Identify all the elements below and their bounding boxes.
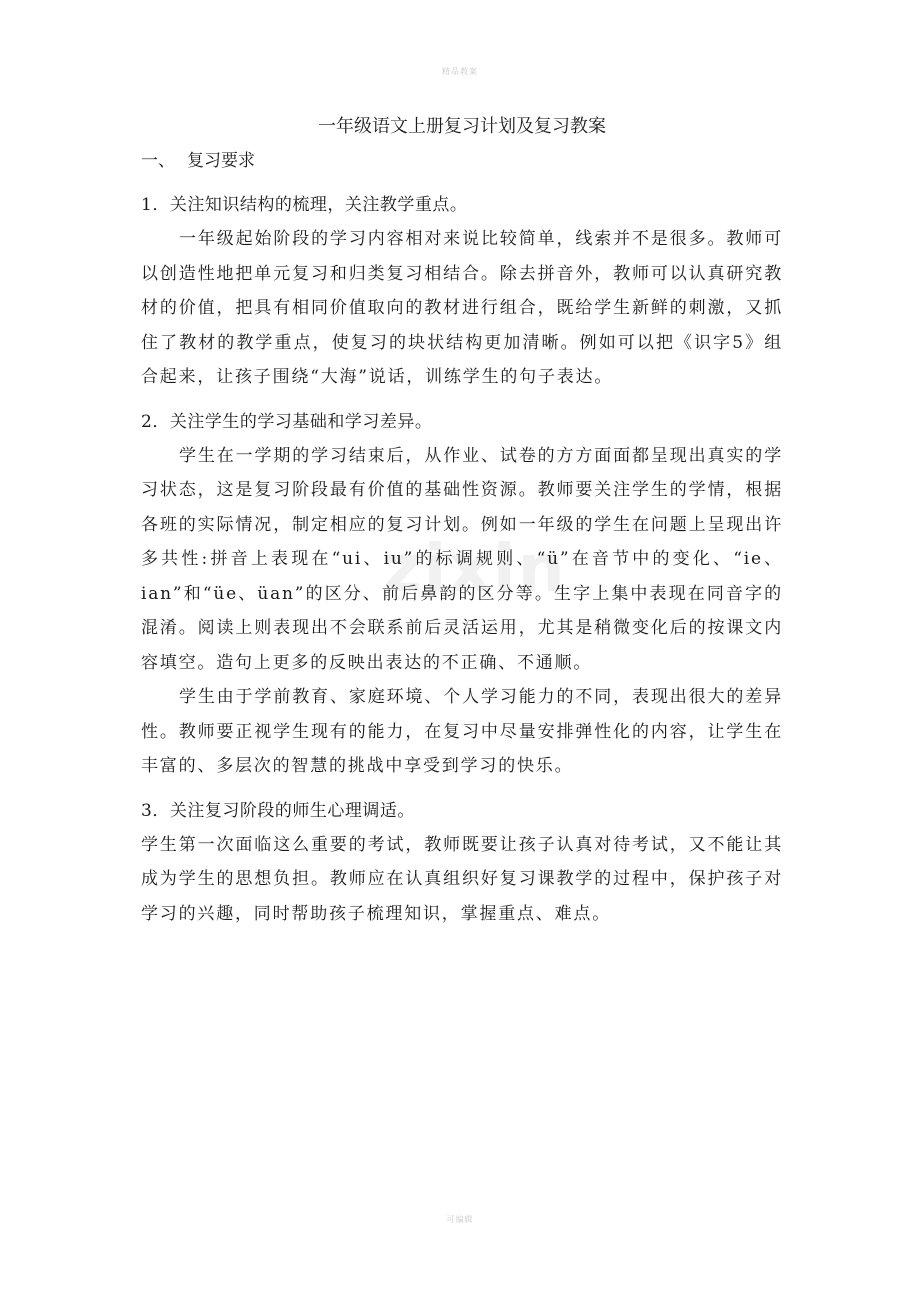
watermark: zixin: [383, 530, 567, 607]
item-heading-3: 3．关注复习阶段的师生心理调适。: [141, 800, 415, 821]
section-label: 复习要求: [187, 151, 255, 171]
item-heading-2: 2．关注学生的学习基础和学习差异。: [141, 411, 433, 432]
header-mark: 精品教案: [442, 67, 478, 76]
section-number: 一、: [141, 151, 175, 171]
footer-mark: 可编辑: [446, 1215, 474, 1224]
paragraph-2-2: 学生由于学前教育、家庭环境、个人学习能力的不同，表现出很大的差异性。教师要正视学生现有的能力，在复习中尽量安排弹性化的内容，让学生在丰富的、多层次的智慧的挑战中享受到学习的快乐。: [141, 687, 783, 776]
paragraph-1-1: 一年级起始阶段的学习内容相对来说比较简单，线索并不是很多。教师可以创造性地把单元复习和归类复习相结合。除去拼音外，教师可以认真研究教材的价值，把具有相同价值取向的教材进行组合，既给学生新鲜的刺激，又抓住了教材的教学重点，使复习的块状结构更加清晰。例如可以把《识字5》组合起来，让孩子围绕“大海”说话，训练学生的句子表达。: [141, 229, 783, 387]
document-title: 一年级语文上册复习计划及复习教案: [318, 116, 606, 137]
paragraph-2-1: 学生在一学期的学习结束后，从作业、试卷的方方面面都呈现出真实的学习状态，这是复习阶段最有价值的基础性资源。教师要关注学生的学情，根据各班的实际情况，制定相应的复习计划。例如一年级的学生在问题上呈现出许多共性:拼音上表现在“ui、iu”的标调规则、“ü”在音节中的变化、“ie、ian”和“üe、üan”的区分、前后鼻韵的区分等。生字上集中表现在同音字的混淆。阅读上则表现出不会联系前后灵活运用，尤其是稍微变化后的按课文内容填空。造句上更多的反映出表达的不正确、不通顺。: [141, 445, 783, 673]
paragraph-3-1: 学生第一次面临这么重要的考试，教师既要让孩子认真对待考试，又不能让其成为学生的思想负担。教师应在认真组织好复习课教学的过程中，保护孩子对学习的兴趣，同时帮助孩子梳理知识，掌握重点、难点。: [141, 834, 783, 924]
document-body: [141, 110, 783, 931]
item-heading-1: 1．关注知识结构的梳理，关注教学重点。: [141, 195, 468, 215]
section-heading: [141, 144, 783, 178]
